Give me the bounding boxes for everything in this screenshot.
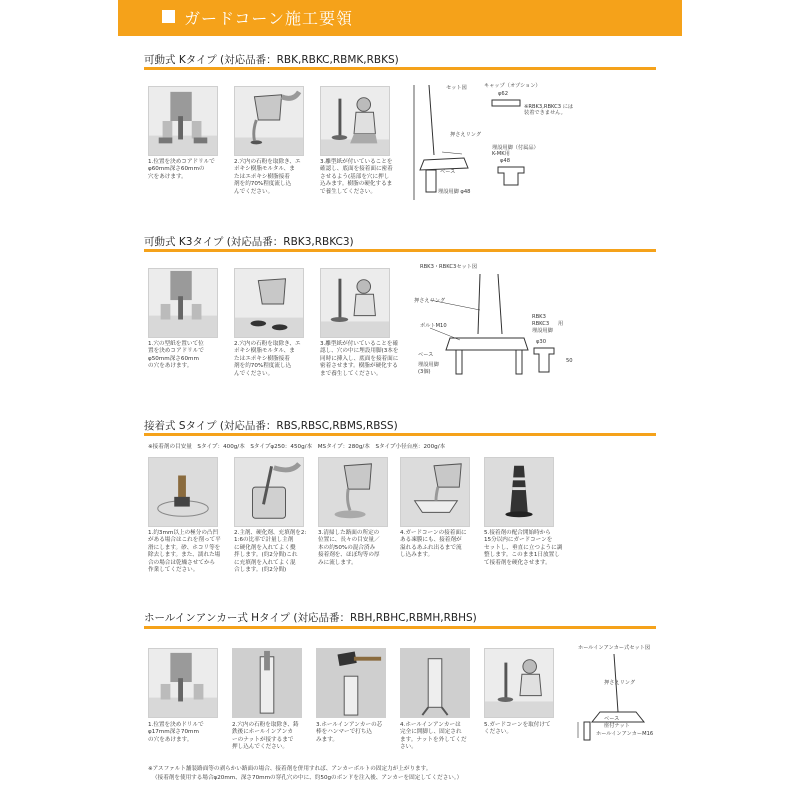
caption-h-5: 5.ガードコーンを取付けて ください。	[484, 722, 551, 736]
label-k3-pressring: 押さえリング	[414, 298, 446, 304]
cap-shape	[488, 98, 524, 110]
caption-h-3: 3.ホールインアンカーの芯 棒をハンマーで打ち込 みます。	[316, 722, 383, 743]
k3-anchor-shape	[532, 346, 562, 376]
section-title-k3: 可動式 K3タイプ (対応品番：RBK3,RBKC3)	[144, 236, 354, 248]
label-k-base: ベース	[440, 169, 456, 175]
photo-h-drill	[148, 648, 218, 718]
photo-k3-drill	[148, 268, 218, 338]
caption-h-4: 4.ホールインアンカーは 完全に開脚し、固定され ます。ナットを外してくだ さい。	[400, 722, 467, 751]
anchor-shape	[496, 165, 526, 187]
photo-k-insert	[320, 86, 390, 156]
label-k-set: セット図	[446, 85, 467, 91]
label-k-anchor-dim: φ48	[500, 158, 511, 164]
photo-k3-insert	[320, 268, 390, 338]
photo-s-clean	[148, 457, 218, 527]
section-rule-k3	[144, 249, 656, 252]
caption-k3-2: 2.穴内の石粉を取除き、エ ポキシ樹脂モルタル、ま たはエポキシ樹脂接着 剤を約70%程度流し込 んでください。	[234, 341, 301, 377]
label-k3-base: ベース	[418, 352, 434, 358]
photo-s-set	[484, 457, 554, 527]
photo-k-pour	[234, 86, 304, 156]
photo-k3-pour	[234, 268, 304, 338]
label-h-set: ホールインアンカー式セット図	[578, 645, 651, 651]
caption-h-2: 2.穴内の石粉を取除き、鋳 鉄後にホールインアンカ ーのナットが接するまで 押し込んでください。	[232, 722, 299, 751]
section-title-k: 可動式 Kタイプ (対応品番：RBK,RBKC,RBMK,RBKS)	[144, 54, 399, 66]
square-icon	[162, 10, 175, 23]
photo-h-anchor	[232, 648, 302, 718]
section-rule-s	[144, 433, 656, 436]
note-s: ※接着剤の目安量 Sタイプ：400g/本 Sタイプφ250：450g/本 MSタイプ：280g/本 Sタイプ小径台座：200g/本	[148, 444, 446, 450]
header-banner	[118, 0, 682, 36]
label-h-nut: 座付ナット	[604, 723, 630, 729]
label-h-anchor: ホールインアンカーM16	[596, 731, 654, 737]
label-h-base: ベース	[604, 716, 620, 722]
section-title-s: 接着式 Sタイプ (対応品番：RBS,RBSC,RBMS,RBSS)	[144, 420, 398, 432]
label-k3-bury: 埋設用脚 (3個)	[418, 362, 439, 375]
photo-s-pour	[318, 457, 388, 527]
caption-k-3: 3.離型紙が付いていることを 確認し、底面を接着面に密着 させるよう(基部を穴に押し 込みます。樹脂の硬化するま で養生してください。	[320, 159, 393, 195]
label-k-cap-note: ※RBK3,RBKC3 には 装着できません。	[524, 104, 574, 116]
label-k3-dim50: 50	[566, 358, 573, 364]
photo-h-hammer	[316, 648, 386, 718]
label-h-pressring: 押さえリング	[604, 680, 636, 686]
caption-s-1: 1.約3mm以上の極分の凸凹 がある場合はこれを削って平 滑にします。砂、ホコリ等を 除去します。また、濡れた場 合の場合は乾燥させてから 作業してください。	[148, 530, 221, 574]
caption-s-5: 5.接着剤の配合開始時から 15分以内にガードコーンを セットし、垂直に立つように調 整します。このまま1日放置し て接着剤を硬化させます。	[484, 530, 563, 566]
caption-s-3: 3.清掃した路面の所定の 位置に、長々の目安量／ 本の約50%の混合済み 接着剤を、ほぼ均等の厚 みに流します。	[318, 530, 380, 566]
label-k-pressring: 押さえリング	[450, 132, 482, 138]
label-k3-bolt: ボルトM10	[420, 323, 447, 329]
photo-h-mount	[484, 648, 554, 718]
caption-s-2: 2.主剤、硬化剤、充填剤を2: 1:6の比率で計量し主剤 に硬化剤を入れてよく攪 拌します。(約2分間)これ に充填剤を入れてよく混 合します。(約2分間)	[234, 530, 307, 574]
label-k3-side-use: 用	[558, 321, 564, 327]
label-k3-side: RBK3 RBKC3 埋設用脚	[532, 314, 553, 334]
label-k-cap-dim: φ62	[498, 91, 509, 97]
caption-k-2: 2.穴内の石粉を取除き、エ ポキシ樹脂モルタル、ま たはエポキシ樹脂接着 剤を約70%程度流し込 んでください。	[234, 159, 301, 195]
label-k-bury: 埋設用脚 φ48	[438, 189, 471, 195]
label-k-cap: キャップ（オプション）	[484, 83, 541, 89]
label-k-anchor: 埋設用脚（付属品） K-MK用	[492, 145, 539, 157]
photo-s-mix	[234, 457, 304, 527]
label-k3-set: RBK3・RBKC3セット図	[420, 264, 478, 270]
section-rule-k	[144, 67, 656, 70]
caption-k3-1: 1.穴の型紙を置いて位 置を決めコアドリルで φ50mm深さ60mm の穴をあけます。	[148, 341, 204, 370]
caption-k-1: 1.位置を決めコアドリルで φ60mm深さ60mmの 穴をあけます。	[148, 159, 215, 180]
page-title: ガードコーン施工要領	[184, 9, 354, 28]
footnote-h-1: ※アスファルト舗装路面等の剥らかい路面の場合、接着剤を併用すれば、アンカーボルトの固定力が上がります。	[148, 766, 432, 772]
caption-h-1: 1.位置を決めドリルで φ17mm深さ70mm の穴をあけます。	[148, 722, 204, 743]
label-k3-dim30: φ30	[536, 339, 547, 345]
photo-k-drill	[148, 86, 218, 156]
photo-s-fill	[400, 457, 470, 527]
section-title-h: ホールインアンカー式 Hタイプ (対応品番：RBH,RBHC,RBMH,RBHS)	[144, 612, 477, 624]
section-rule-h	[144, 626, 656, 629]
footnote-h-2: （接着剤を使用する場合φ20mm、深さ70mmの穿孔穴の中に、約50gのボンドを注入後、アンカーを固定してください。）	[152, 775, 463, 781]
photo-h-open	[400, 648, 470, 718]
caption-k3-3: 3.離型紙が付いていることを確 認し、穴の中に埋設用脚(3本を 同時に挿入し、底面を接着面に 密着させます。樹脂が硬化する まで養生してください。	[320, 341, 399, 377]
caption-s-4: 4.ガードコーンの接着面に ある凍膜にも、接着剤が 溢れるあふれ出るまで流 し込みます。	[400, 530, 467, 559]
